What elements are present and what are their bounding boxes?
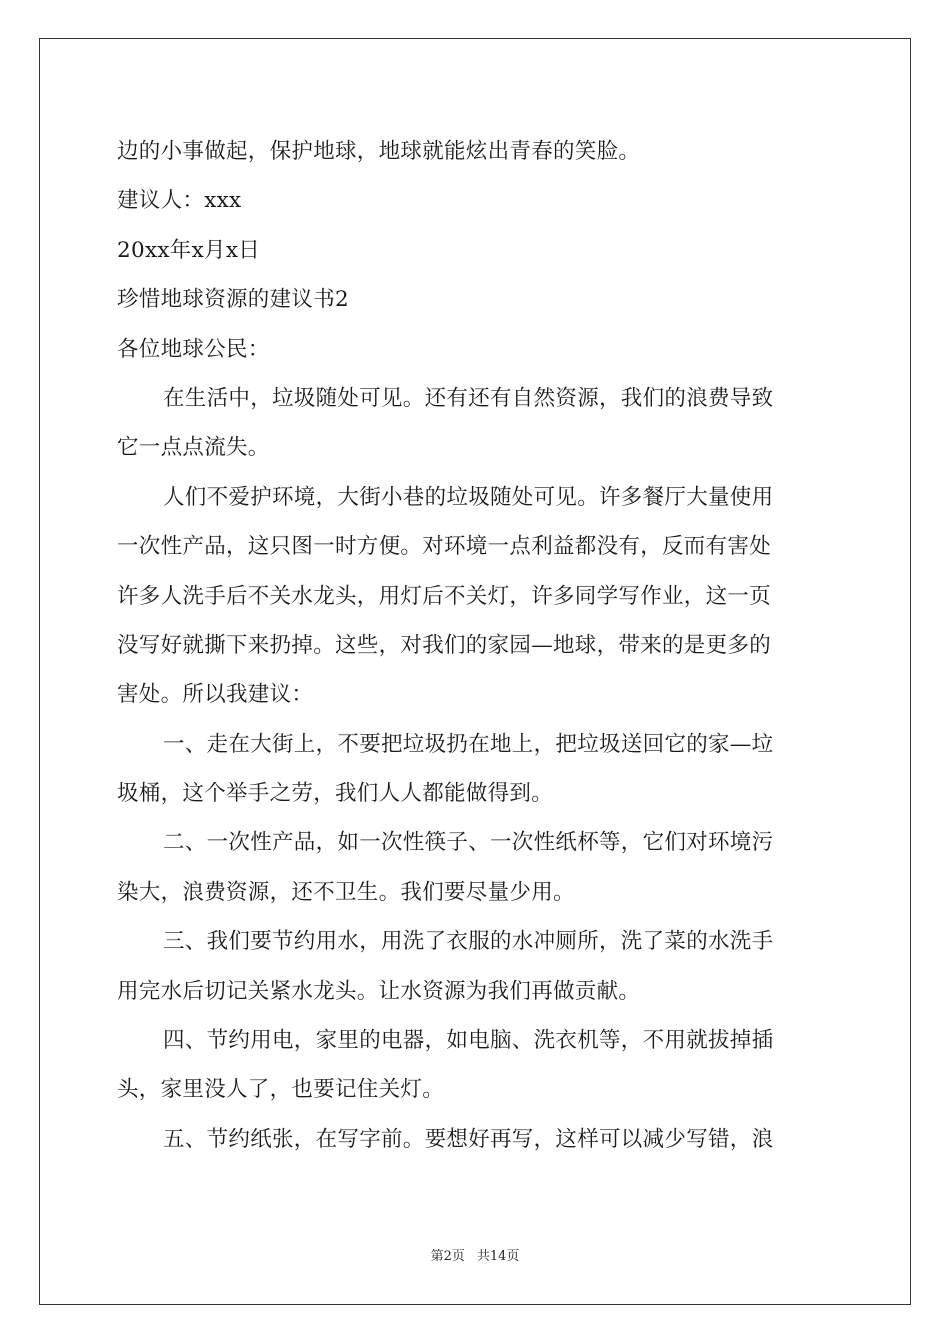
text-line: 用完水后切记关紧水龙头。让水资源为我们再做贡献。	[117, 978, 641, 1004]
page-total: 共14页	[476, 1249, 520, 1264]
document-body	[117, 127, 837, 1164]
text-line: 边的小事做起，保护地球，地球就能炫出青春的笑脸。	[117, 139, 641, 164]
text-line: 染大，浪费资源，还不卫生。我们要尽量少用。	[117, 879, 575, 905]
text-line: 它一点点流失。	[117, 435, 270, 461]
text-line: 害处。所以我建议：	[117, 682, 314, 708]
text-line: 20xx年x月x日	[117, 237, 261, 263]
text-line: 二、一次性产品，如一次性筷子、一次性纸杯等，它们对环境污	[163, 830, 774, 856]
text-line: 没写好就撕下来扔掉。这些，对我们的家园—地球，带来的是更多的	[117, 632, 772, 658]
salutation: 各位地球公民：	[117, 336, 270, 362]
text-line: 人们不爱护环境，大街小巷的垃圾随处可见。许多餐厅大量使用	[163, 484, 774, 510]
text-line: 许多人洗手后不关水龙头，用灯后不关灯，许多同学写作业，这一页	[117, 583, 772, 609]
text-line: 一次性产品，这只图一时方便。对环境一点利益都没有，反而有害处	[117, 534, 772, 560]
text-line: 圾桶，这个举手之劳，我们人人都能做得到。	[117, 781, 554, 807]
page-number: 第2页	[430, 1249, 465, 1264]
page-footer	[0, 1245, 950, 1264]
text-line: 头，家里没人了，也要记住关灯。	[117, 1077, 445, 1103]
text-line: 五、节约纸张，在写字前。要想好再写，这样可以减少写错，浪	[163, 1126, 774, 1152]
text-line: 在生活中，垃圾随处可见。还有还有自然资源，我们的浪费导致	[163, 385, 774, 411]
text-line: 四、节约用电，家里的电器，如电脑、洗衣机等，不用就拔掉插	[163, 1028, 774, 1054]
section-title: 珍惜地球资源的建议书2	[117, 287, 349, 313]
text-line: 建议人：xxx	[117, 188, 242, 214]
text-line: 三、我们要节约用水，用洗了衣服的水冲厕所，洗了菜的水洗手	[163, 929, 774, 955]
text-line: 一、走在大街上，不要把垃圾扔在地上，把垃圾送回它的家—垃	[163, 731, 774, 757]
